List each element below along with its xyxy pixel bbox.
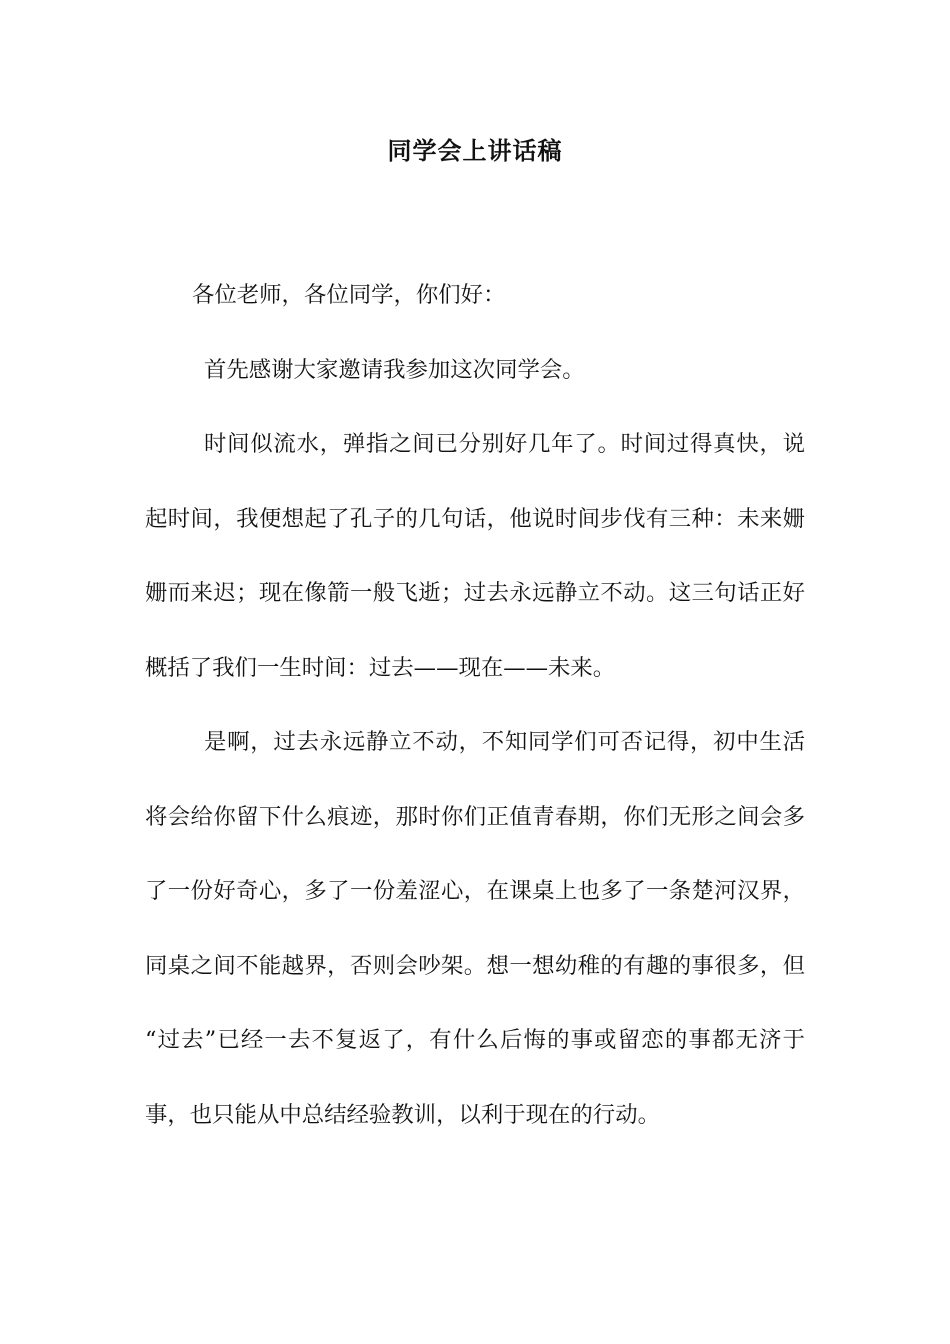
paragraph-past: 是啊，过去永远静立不动，不知同学们可否记得，初中生活将会给你留下什么痕迹，那时你们正值青春期，你们无形之间会多了一份好奇心，多了一份羞涩心，在课桌上也多了一条楚河汉界，同桌之间不能越界，否则会吵架。想一想幼稚的有趣的事很多，但 “过去”已经一去不复返了，有什么后悔的事或留恋的事都无济于事，也只能从中总结经验教训，以利于现在的行动。 [145,729,805,1128]
paragraph-thanks: 首先感谢大家邀请我参加这次同学会。 [204,356,585,383]
paragraph-time: 时间似流水，弹指之间已分别好几年了。时间过得真快，说起时间，我便想起了孔子的几句话，他说时间步伐有三种：未来姗姗而来迟；现在像箭一般飞逝；过去永远静立不动。这三句话正好概括了我们一生时间：过去——现在——未来。 [145,431,805,681]
paragraph-greeting: 各位老师，各位同学，你们好： [192,282,506,308]
document-body [145,258,805,1152]
document-title: 同学会上讲话稿 [387,136,563,165]
